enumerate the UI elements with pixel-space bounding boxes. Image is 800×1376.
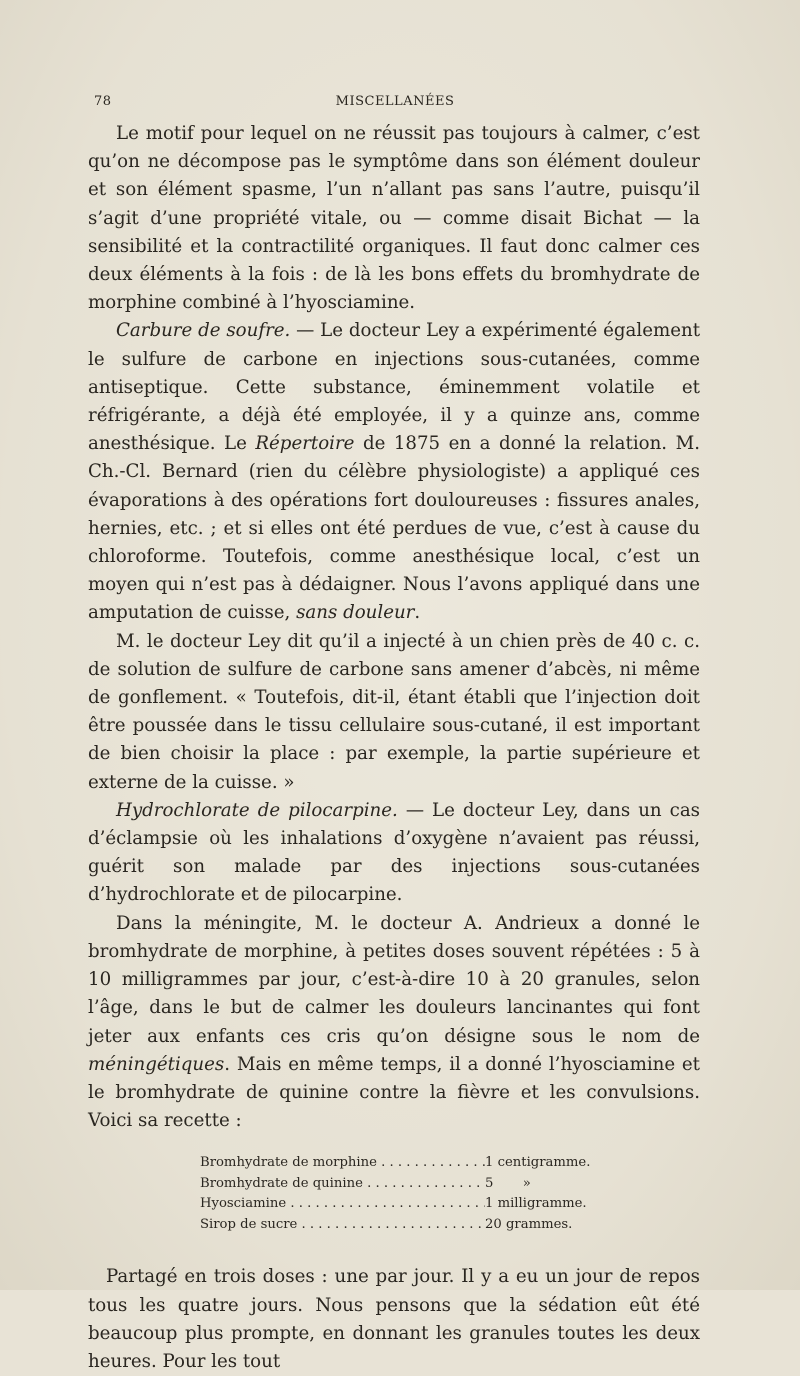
paragraph-ley-injection: M. le docteur Ley dit qu’il a injecté à un chien près de 40 c. c. de solution de sulfure de carbone sans amener d’abcès, ni même de gonflement. « Toutefois, dit-il, étant établi que l’injection doit être poussée dans le tissu cellulaire sous-cutané, il est important de bien choisir la place : par exemple, la partie supérieure et externe de la cuisse. » xyxy=(88,630,700,793)
recipe-row: Sirop de sucre . . . 20 grammes. xyxy=(200,1215,610,1236)
page-body xyxy=(88,120,700,1376)
running-title: MISCELLANÉES xyxy=(335,94,455,109)
section-lead: Hydrochlorate de pilocarpine. xyxy=(116,799,398,821)
paragraph-meningite: Dans la méningite, M. le docteur A. Andrieux a donné le bromhydrate de morphine, à petites doses souvent répétées : 5 à 10 milligrammes par jour, c’est-à-dire 10 à 20 granules, selon l’âge, dans le but de calmer les douleurs lancinantes qui font jeter aux enfants ces cris qu’on désigne sous le nom de méningétiques. Mais en même temps, il a donné l’hyosciamine et le bromhydrate de quinine contre la fièvre et les convulsions. Voici sa recette : xyxy=(88,912,700,1132)
section-lead: Carbure de soufre. xyxy=(116,320,291,342)
paragraph-carbure: Carbure de soufre. — Le docteur Ley a expérimenté également le sulfure de carbone en injections sous-cutanées, comme antiseptique. Cette substance, éminemment volatile et réfrigérante, a déjà été employée, il y a quinze ans, comme anesthésique. Le Répertoire de 1875 en a donné la relation. M. Ch.-Cl. Bernard (rien du célèbre physiologiste) a appliqué ces évaporations à des opérations fort douloureuses : fissures anales, hernies, etc. ; et si elles ont été perdues de vue, c’est à cause du chloroforme. Toutefois, comme anesthésique local, c’est un moyen qui n’est pas à dédaigner. Nous l’avons appliqué dans une amputation de cuisse, sans douleur. xyxy=(88,320,700,624)
emphasis: méningétiques xyxy=(88,1053,225,1075)
paragraph-closing: Partagé en trois doses : une par jour. Il y a eu un jour de repos tous les quatre jours. Nous pensons que la sédation eût été beaucoup plus prompte, en donnant les granules toutes les deux heures. Pour les tout xyxy=(88,1266,700,1372)
recipe-row: Bromhydrate de quinine . . . 5 » xyxy=(200,1174,610,1195)
paragraph-bichat: Le motif pour lequel on ne réussit pas toujours à calmer, c’est qu’on ne décompose pas le symptôme dans son élément douleur et son élément spasme, l’un n’allant pas sans l’autre, puisqu’il s’agit d’une propriété vitale, ou — comme disait Bichat — la sensibilité et la contractilité organiques. Il faut donc calmer ces deux éléments à la fois : de là les bons effets du bromhydrate de morphine combiné à l’hyosciamine. xyxy=(88,123,700,314)
emphasis: sans douleur xyxy=(296,602,415,624)
recipe-row: Hyosciamine . . . 1 milligramme. xyxy=(200,1194,610,1215)
journal-title: Répertoire xyxy=(255,433,355,455)
page-header xyxy=(90,94,700,110)
recipe-table xyxy=(200,1153,610,1235)
paragraph-pilocarpine: Hydrochlorate de pilocarpine. — Le docteur Ley, dans un cas d’éclampsie où les inhalations d’oxygène n’avaient pas réussi, guérit son malade par des injections sous-cutanées d’hydrochlorate et de pilocarpine. xyxy=(88,799,700,906)
page-number: 78 xyxy=(94,94,112,109)
recipe-row: Bromhydrate de morphine . . . 1 centigramme. xyxy=(200,1153,610,1174)
